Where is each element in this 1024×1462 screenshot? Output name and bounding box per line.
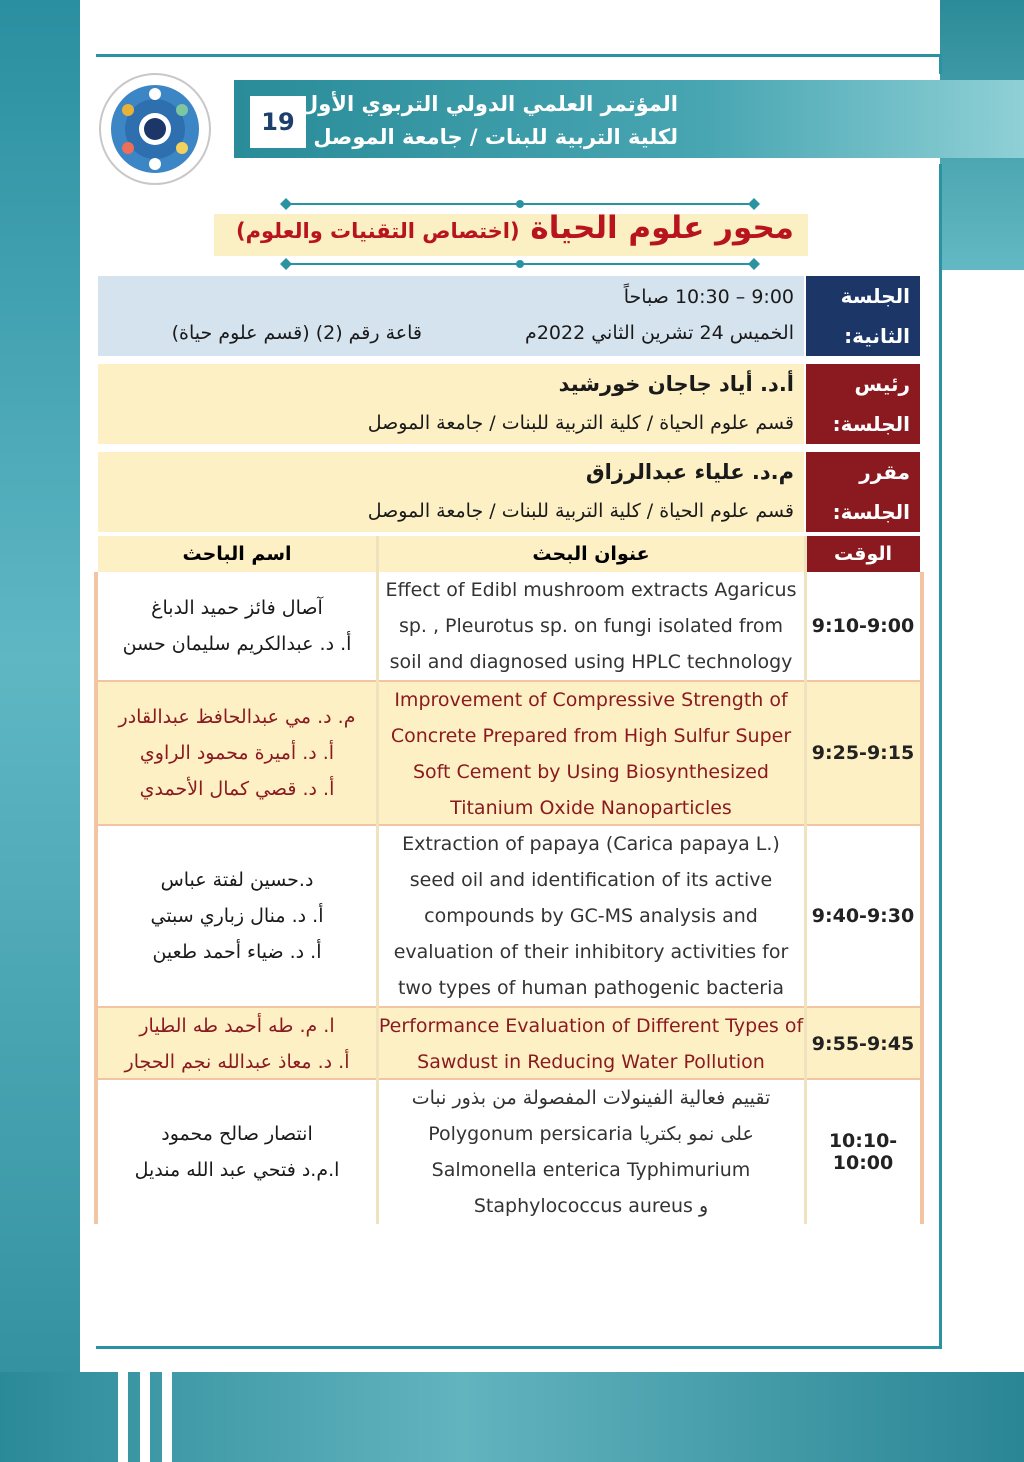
- bottom-decor-band: [0, 1372, 1024, 1462]
- row-title-line: Improvement of Compressive Strength of: [394, 689, 788, 711]
- row-title-line: evaluation of their inhibitory activities for: [393, 941, 789, 963]
- decor-stripe: [140, 1372, 150, 1462]
- chair-label-line1: رئيس: [854, 372, 910, 396]
- rapporteur-affiliation: قسم علوم الحياة / كلية التربية للبنات / جامعة الموصل: [367, 500, 794, 522]
- title-ornament-bottom-icon: [280, 258, 760, 270]
- row-author: أ. د. منال زباري سبتي: [150, 905, 324, 927]
- row-title-line: compounds by GC-MS analysis and: [424, 905, 758, 927]
- row-divider: [94, 1006, 924, 1008]
- chair-info-box: [98, 364, 804, 444]
- table-right-edge: [920, 572, 924, 1224]
- session-date: الخميس 24 تشرين الثاني 2022م: [525, 322, 794, 344]
- row-title: [378, 1008, 804, 1080]
- axis-title: [214, 210, 794, 256]
- conference-title: [258, 88, 678, 154]
- row-authors: [98, 862, 376, 970]
- row-title-line: Effect of Edibl mushroom extracts Agaricus: [385, 579, 797, 601]
- conference-title-line2: لكلية التربية للبنات / جامعة الموصل: [313, 125, 678, 149]
- axis-subtitle: (اختصاص التقنيات والعلوم): [236, 219, 520, 243]
- session-info-box: [98, 276, 804, 356]
- row-title-line: و Staphylococcus aureus: [473, 1195, 709, 1217]
- row-author: أ. د. عبدالكريم سليمان حسن: [122, 633, 352, 655]
- frame-bottom-line: [96, 1346, 942, 1349]
- row-title-line: seed oil and identification of its active: [409, 869, 773, 891]
- rapporteur-label-line1: مقرر: [859, 460, 910, 484]
- row-divider: [94, 1078, 924, 1080]
- row-title-line: تقييم فعالية الفينولات المفصولة من بذور نبات: [411, 1087, 771, 1109]
- row-title-line: Concrete Prepared from High Sulfur Super: [390, 725, 792, 747]
- col-header-title: عنوان البحث: [378, 536, 804, 572]
- row-authors: [98, 699, 376, 807]
- row-time: 9:25-9:15: [811, 742, 915, 764]
- row-author: أ. د. أميرة محمود الراوي: [139, 742, 335, 764]
- decor-stripe: [162, 1372, 172, 1462]
- col-header-time: الوقت: [806, 536, 920, 572]
- row-title-line: Soft Cement by Using Biosynthesized: [413, 761, 769, 783]
- row-divider: [94, 680, 924, 682]
- row-authors: [98, 590, 376, 662]
- row-title: [378, 826, 804, 1006]
- row-author: انتصار صالح محمود: [161, 1123, 313, 1145]
- row-author: أ. د. قصي كمال الأحمدي: [139, 778, 335, 800]
- session-hall: قاعة رقم (2) (قسم علوم حياة): [171, 322, 422, 344]
- page-number: 19: [250, 96, 306, 148]
- title-ornament-top-icon: [280, 198, 760, 210]
- rapporteur-label: [806, 452, 920, 532]
- row-title: [378, 1080, 804, 1224]
- row-author: آصال فائز حميد الدباغ: [151, 597, 323, 619]
- chair-label: [806, 364, 920, 444]
- conference-title-line1: المؤتمر العلمي الدولي التربوي الأول: [300, 92, 678, 116]
- decor-stripe: [868, 0, 878, 46]
- decor-stripe: [916, 0, 926, 46]
- axis-title-main: محور علوم الحياة: [530, 210, 794, 246]
- decor-stripe: [118, 1372, 128, 1462]
- chair-label-line2: الجلسة:: [832, 412, 910, 436]
- row-author: ا.م.د فتحي عبد الله منديل: [134, 1159, 340, 1181]
- column-divider: [804, 536, 807, 1224]
- row-author: أ. د. ضياء أحمد طعين: [152, 941, 322, 963]
- session-time: 9:00 – 10:30 صباحاً: [623, 286, 794, 308]
- session-label-line1: الجلسة: [840, 284, 910, 308]
- row-time: 9:40-9:30: [811, 905, 915, 927]
- left-decor-band: [0, 0, 80, 1462]
- row-title-line: على نمو بكتريا Polygonum persicaria: [428, 1123, 754, 1145]
- row-title-line: Sawdust in Reducing Water Pollution: [417, 1051, 765, 1073]
- row-authors: [98, 1116, 376, 1188]
- column-divider: [376, 536, 379, 1224]
- row-title-line: Titanium Oxide Nanoparticles: [450, 797, 732, 819]
- rapporteur-info-box: [98, 452, 804, 532]
- row-title-line: sp. , Pleurotus sp. on fungi isolated from: [398, 615, 784, 637]
- frame-right-line: [939, 164, 942, 1348]
- session-label: [806, 276, 920, 356]
- college-logo-icon: [98, 72, 212, 186]
- row-time: 10:10-10:00: [828, 1130, 898, 1174]
- row-title-line: Salmonella enterica Typhimurium: [431, 1159, 751, 1181]
- chair-affiliation: قسم علوم الحياة / كلية التربية للبنات / جامعة الموصل: [367, 412, 794, 434]
- row-title-line: Performance Evaluation of Different Types of: [378, 1015, 804, 1037]
- session-label-line2: الثانية:: [844, 324, 910, 348]
- row-divider: [94, 824, 924, 826]
- decor-stripe: [892, 0, 902, 46]
- rapporteur-name: م.د. علياء عبدالرزاق: [585, 460, 794, 484]
- chair-name: أ.د. أياد جاجان خورشيد: [558, 372, 794, 396]
- rapporteur-label-line2: الجلسة:: [832, 500, 910, 524]
- row-time: 9:10-9:00: [811, 615, 915, 637]
- frame-top-line: [96, 54, 942, 57]
- row-title-line: soil and diagnosed using HPLC technology: [389, 651, 793, 673]
- frame-right-line: [939, 54, 942, 74]
- col-header-author: اسم الباحث: [98, 536, 376, 572]
- row-title-line: Extraction of papaya (Carica papaya L.): [402, 833, 780, 855]
- row-author: أ. د. معاذ عبدالله نجم الحجار: [124, 1051, 350, 1073]
- row-title: [378, 572, 804, 680]
- row-author: ا. م. طه أحمد طه الطيار: [139, 1015, 335, 1037]
- row-authors: [98, 1008, 376, 1080]
- row-author: د.حسين لفتة عباس: [160, 869, 314, 891]
- table-left-edge: [94, 572, 98, 1224]
- row-time: 9:55-9:45: [811, 1033, 915, 1055]
- row-author: م. د. مي عبدالحافظ عبدالقادر: [118, 706, 356, 728]
- row-title: [378, 682, 804, 824]
- row-title-line: two types of human pathogenic bacteria: [397, 977, 785, 999]
